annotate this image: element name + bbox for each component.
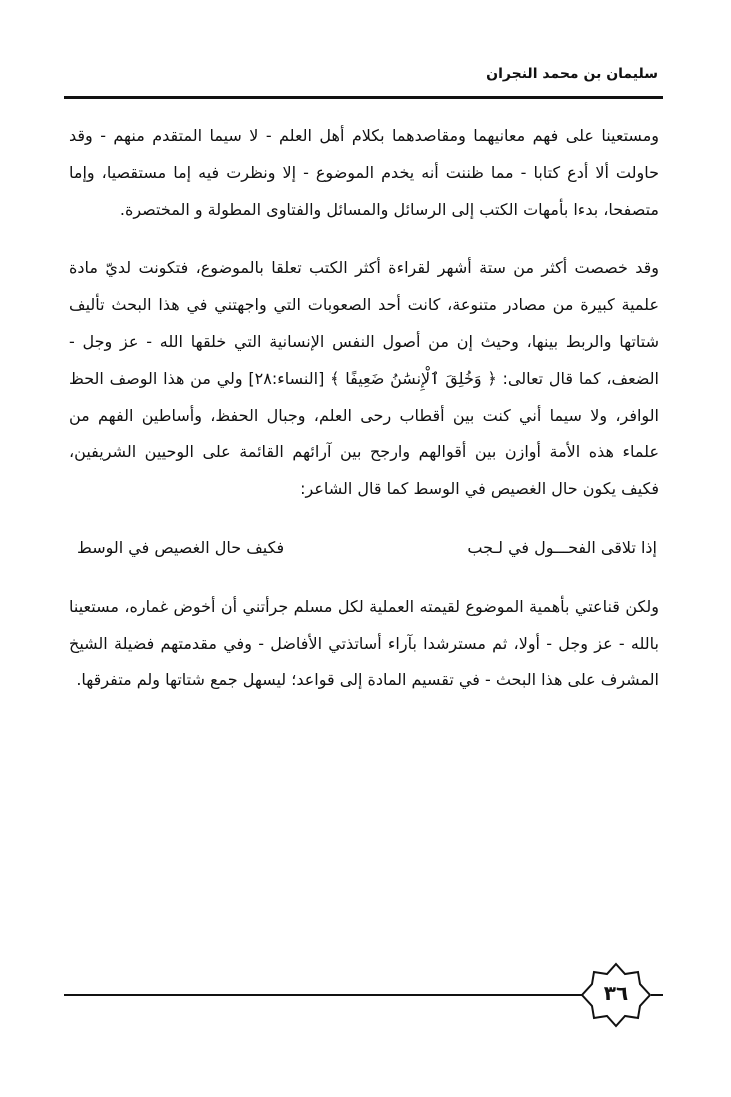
poetry-verse	[69, 530, 659, 567]
page-number: ٣٦	[603, 981, 629, 1005]
main-text	[69, 118, 659, 699]
paragraph-gap	[69, 567, 659, 589]
paragraph-2-part-2: ولي من هذا الوصف الحظ الوافر، ولا سيما أني كنت بين أقطاب رحى العلم، وجبال الحفظ، وأساطين الفهم من علماء هذه الأمة أوازن بين أقوالهم وارجح بين آرائهم القائمة على الوحيين الشريفين، فكيف يكون حال الغصيص في الوسط كما قال الشاعر:	[69, 368, 659, 499]
quran-reference: [النساء:٢٨]	[248, 368, 325, 388]
verse-second-hemistich: فكيف حال الغصيص في الوسط	[77, 537, 285, 557]
paragraph-gap	[69, 508, 659, 530]
header-rule	[64, 96, 663, 99]
paragraph-1: ومستعينا على فهم معانيهما ومقاصدهما بكلام أهل العلم - لا سيما المتقدم منهم - وقد حاولت ألا أدع كتابا - مما ظننت أنه يخدم الموضوع - إلا ونظرت فيه إما مستقصيا، وإما متصفحا، بدءا بأمهات الكتب إلى الرسائل والمسائل والفتاوى المطولة و المختصرة.	[69, 126, 659, 219]
paragraph-gap	[69, 228, 659, 250]
paragraph-2	[69, 250, 659, 508]
footer-rule-end	[651, 994, 663, 996]
verse-first-hemistich: إذا تلاقى الفحـــول في لـجب	[467, 537, 657, 557]
paragraph-3: ولكن قناعتي بأهمية الموضوع لقيمته العملية لكل مسلم جرأتني أن أخوض غماره، مستعينا بالله - عز وجل - أولا، ثم مسترشدا بآراء أساتذتي الأفاضل - وفي مقدمتهم فضيلة الشيخ المشرف على هذا البحث - في تقسيم المادة إلى قواعد؛ ليسهل جمع شتاتها ولم متفرقها.	[69, 596, 659, 690]
footer-rule	[64, 994, 584, 996]
paragraph-2-part-1: وقد خصصت أكثر من ستة أشهر لقراءة أكثر الكتب تعلقا بالموضوع، فتكونت لديّ مادة علمية كبيرة من مصادر متنوعة، كانت أحد الصعوبات التي واجهتني في هذا البحث تأليف شتاتها والربط بينها، وحيث إن من أصول النفس الإنسانية التي خلقها الله - عز وجل - الضعف، كما قال تعالى: ﴿ وَخُلِقَ ٱلْإِنسَٰنُ ضَعِيفًا ﴾	[69, 258, 659, 388]
running-head-author: سليمان بن محمد النجران	[486, 66, 658, 82]
